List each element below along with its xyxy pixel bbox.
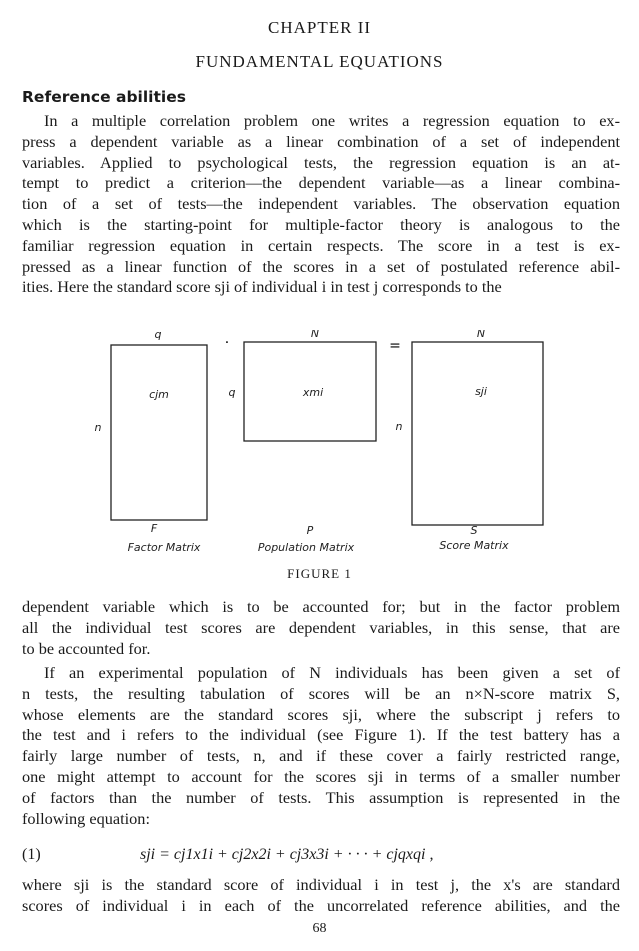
paragraph-reference-abilities [22, 111, 620, 298]
text-line: one might attempt to account for the scores sji in terms of a smaller number [22, 766, 620, 786]
times-sign: · [224, 335, 230, 351]
text-line: scores of individual i in each of the uncorrelated reference abilities, and the [22, 895, 620, 915]
equals-sign: = [389, 338, 401, 354]
paragraph-dependent-variable [22, 597, 620, 659]
equation-number: (1) [22, 846, 41, 863]
score-matrix-cols-label: N [476, 330, 486, 340]
text-line: the test and i refers to the individual (see Figure 1). If the test battery has a [22, 725, 620, 745]
score-matrix-letter: S [470, 524, 478, 537]
text-line: to be accounted for. [22, 638, 151, 658]
text-line: which is the starting-point for multiple-factor theory is analogous to the [22, 214, 620, 234]
population-matrix-cols-label: N [310, 330, 320, 340]
text-line: tion of a set of tests—the independent variables. The observation equation [22, 194, 620, 214]
text-line: fairly large number of tests, n, and if these cover a fairly restricted range, [22, 746, 620, 766]
text-line: tempt to predict a criterion—the dependent variable—as a linear combina- [22, 173, 620, 193]
text-line: of factors than the number of tests. This assumption is represented in the [22, 787, 620, 807]
text-line: where sji is the standard score of individual i in test j, the x's are standard [22, 875, 620, 894]
text-line: following equation: [22, 808, 150, 828]
score-matrix-name: Score Matrix [439, 539, 509, 552]
text-line: press a dependent variable as a linear combination of a set of independent [22, 131, 620, 151]
paragraph-experimental-population [22, 663, 620, 829]
page-number: 68 [312, 921, 327, 936]
text-line: familiar regression equation in certain respects. The score in a test is ex- [22, 235, 620, 255]
text-line: ities. Here the standard score sji of individual i in test j corresponds to the [22, 277, 502, 297]
score-matrix-element: sji [475, 385, 487, 398]
factor-matrix-element: cjm [149, 388, 169, 401]
factor-matrix-name: Factor Matrix [127, 541, 201, 554]
paragraph-where [22, 875, 620, 917]
factor-matrix-cols-label: q [154, 330, 162, 341]
score-matrix-box [412, 342, 543, 525]
figure-1 [0, 330, 639, 590]
text-line: dependent variable which is to be accounted for; but in the factor problem [22, 597, 620, 616]
chapter-title: FUNDAMENTAL EQUATIONS [195, 52, 444, 71]
text-line: pressed as a linear function of the scores in a set of postulated reference abil- [22, 256, 620, 276]
chapter-label: CHAPTER II [267, 18, 372, 37]
matrix-diagram [0, 330, 639, 566]
factor-matrix-letter: F [150, 522, 158, 535]
population-matrix-name: Population Matrix [257, 541, 355, 554]
text-line: If an experimental population of N individuals has been given a set of [44, 663, 620, 682]
section-heading: Reference abilities [22, 88, 186, 106]
factor-matrix-rows-label: n [94, 421, 102, 434]
text-line: whose elements are the standard scores sji, where the subscript j refers to [22, 704, 620, 724]
text-line: variables. Applied to psychological tests, the regression equation is an at- [22, 152, 620, 172]
population-matrix-element: xmi [302, 386, 324, 399]
text-line: all the individual test scores are dependent variables, in this sense, that are [22, 617, 620, 637]
equation-body: sji = cj1x1i + cj2x2i + cj3x3i + · · · + cjqxqi , [140, 846, 434, 863]
text-line: n tests, the resulting tabulation of scores will be an n×N-score matrix S, [22, 683, 620, 703]
factor-matrix-box [111, 345, 207, 520]
population-matrix-letter: P [306, 524, 314, 537]
figure-caption: FIGURE 1 [287, 566, 352, 581]
population-matrix-rows-label: q [228, 386, 236, 399]
score-matrix-rows-label: n [395, 420, 403, 433]
text-line: In a multiple correlation problem one writes a regression equation to ex- [44, 111, 620, 130]
